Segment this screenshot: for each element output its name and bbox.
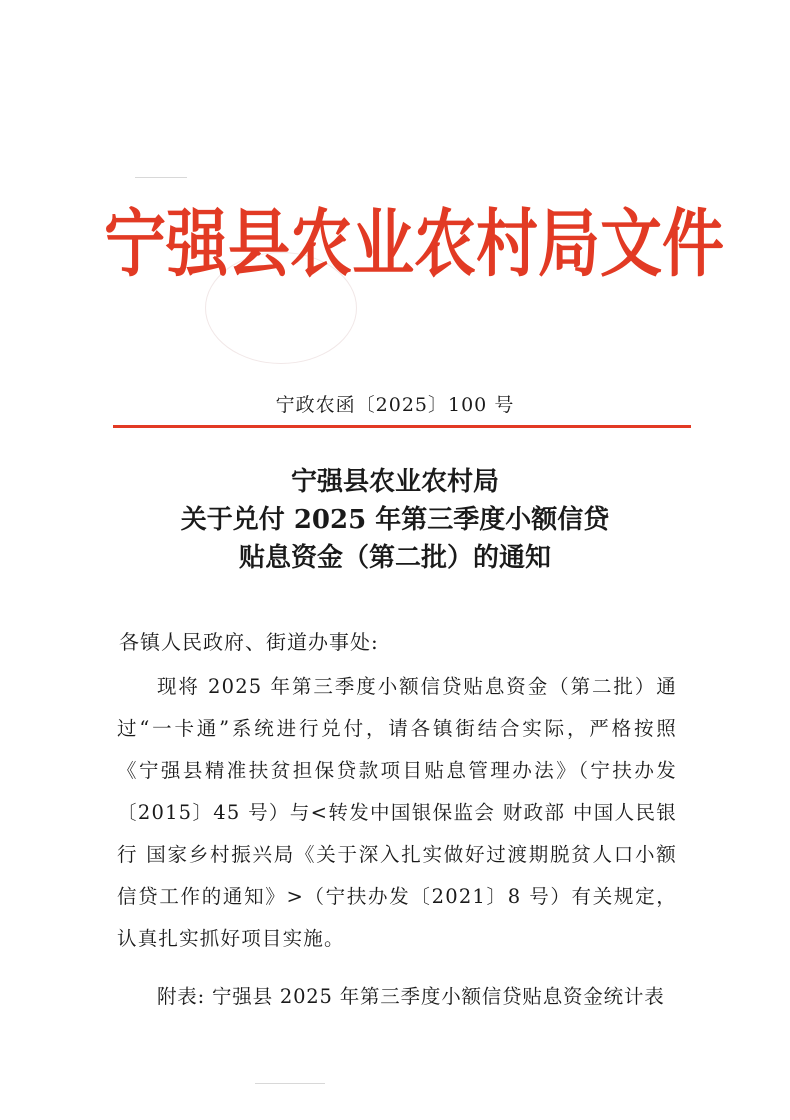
document-number: 宁政农函〔2025〕100 号 [275,394,515,416]
scan-mark-bottom [255,1083,325,1084]
title-line-3: 贴息资金（第二批）的通知 [238,543,551,573]
document-title [0,463,790,577]
body-paragraph: 现将 2025 年第三季度小额信贷贴息资金（第二批）通过“一卡通”系统进行兑付，请各镇街结合实际，严格按照《宁强县精准扶贫担保贷款项目贴息管理办法》（宁扶办发〔2015〕45 号）与<转发中国银保监会 财政部 中国人民银行 国家乡村振兴局《关于深入扎实做好过渡期脱贫人口小额信贷工作的通知》>（宁扶办发〔2021〕8 号）有关规定，认真扎实抓好项目实施。 [117,675,677,950]
attachment-note: 附表: 宁强县 2025 年第三季度小额信贷贴息资金统计表 [157,985,665,1008]
red-divider-rule [113,425,691,428]
title-line-2: 关于兑付 2025 年第三季度小额信贷 [180,505,610,535]
title-line-1: 宁强县农业农村局 [290,467,499,497]
salutation: 各镇人民政府、街道办事处: [119,630,379,654]
document-masthead: 宁强县农业农村局文件 [104,200,725,287]
scan-mark-top [135,177,187,178]
